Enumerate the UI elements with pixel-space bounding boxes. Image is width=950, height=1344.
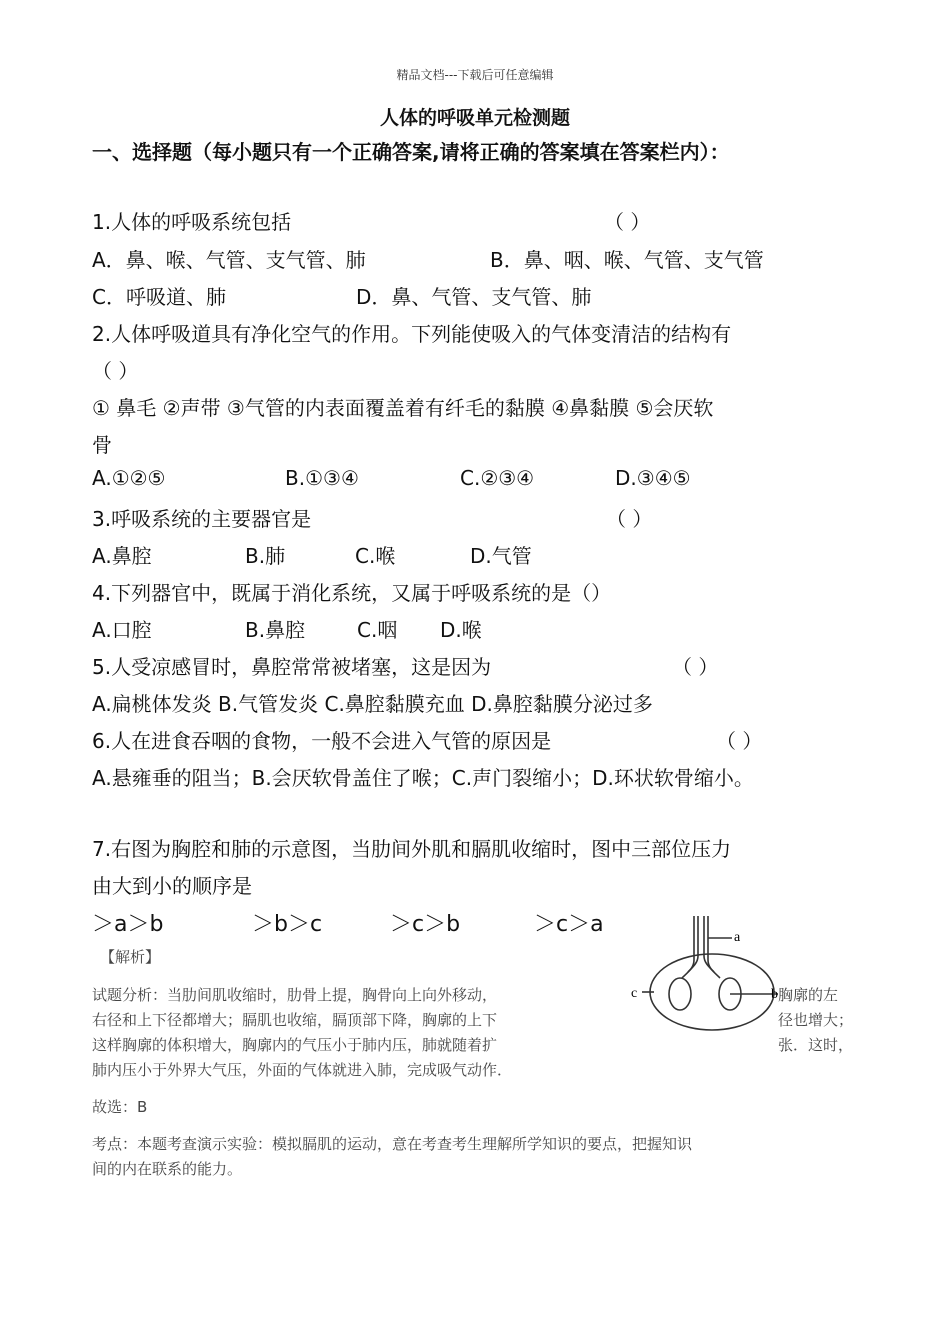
chest-lung-diagram	[628, 912, 788, 1040]
q5-options: A.扁桃体发炎 B.气管发炎 C.鼻腔黏膜充血 D.鼻腔黏膜分泌过多	[92, 692, 653, 716]
q1-option-b: B．鼻、咽、喉、气管、支气管	[490, 248, 764, 272]
q6-options: A.悬雍垂的阻当；B.会厌软骨盖住了喉；C.声门裂缩小；D.环状软骨缩小。	[92, 766, 754, 790]
q1-answer-paren: （ ）	[604, 210, 651, 234]
q3-option-d: D.气管	[470, 544, 532, 568]
q1-option-a: A．鼻、喉、气管、支气管、肺	[92, 248, 366, 272]
q7-stem-cont: 由大到小的顺序是	[92, 874, 252, 898]
label-a: a	[734, 930, 741, 945]
q3-answer-paren: （ ）	[606, 507, 653, 531]
q7-option-c: ＞c＞b	[390, 912, 461, 937]
q4-stem: 4.下列器官中，既属于消化系统，又属于呼吸系统的是（）	[92, 581, 612, 605]
q3-option-c: C.喉	[355, 544, 396, 568]
q4-option-d: D.喉	[440, 618, 482, 642]
q2-items-cont: 骨	[92, 433, 112, 457]
q5-answer-paren: （ ）	[672, 655, 719, 679]
q1-stem: 1.人体的呼吸系统包括	[92, 210, 292, 234]
page-header: 精品文档---下载后可任意编辑	[396, 68, 554, 82]
q2-items: ① 鼻毛 ②声带 ③气管的内表面覆盖着有纤毛的黏膜 ④鼻黏膜 ⑤会厌软	[92, 396, 714, 420]
answer-text: 故选：B	[92, 1098, 148, 1116]
analysis-line-2-right: 径也增大；	[778, 1011, 854, 1029]
q4-option-b: B.鼻腔	[245, 618, 306, 642]
q2-option-b: B.①③④	[285, 466, 359, 490]
q7-option-a: ＞a＞b	[92, 912, 164, 937]
analysis-line-3-right: 张．这时，	[778, 1036, 854, 1054]
analysis-heading: 【解析】	[100, 948, 161, 966]
analysis-line-1-right: 胸廓的左	[778, 986, 839, 1004]
label-c: c	[631, 986, 638, 1001]
analysis-line-3: 这样胸廓的体积增大，胸廓内的气压小于肺内压，肺就随着扩	[92, 1036, 498, 1054]
q2-answer-paren: （ ）	[92, 359, 139, 383]
page-title: 人体的呼吸单元检测题	[379, 107, 570, 129]
q6-stem: 6.人在进食吞咽的食物，一般不会进入气管的原因是	[92, 729, 552, 753]
q3-option-b: B.肺	[245, 544, 286, 568]
q7-option-d: ＞c＞a	[534, 912, 604, 937]
kaodian-line-2: 间的内在联系的能力。	[92, 1160, 243, 1178]
analysis-line-4: 肺内压小于外界大气压，外面的气体就进入肺，完成吸气动作．	[92, 1061, 513, 1079]
q3-stem: 3.呼吸系统的主要器官是	[92, 507, 312, 531]
q7-stem: 7.右图为胸腔和肺的示意图，当肋间外肌和膈肌收缩时，图中三部位压力	[92, 837, 732, 861]
q7-option-b: ＞b＞c	[252, 912, 323, 937]
q2-option-d: D.③④⑤	[615, 466, 691, 490]
q4-option-c: C.咽	[357, 618, 398, 642]
q5-stem: 5.人受凉感冒时，鼻腔常常被堵塞，这是因为	[92, 655, 492, 679]
q2-option-c: C.②③④	[460, 466, 535, 490]
kaodian-line-1: 考点：本题考查演示实验：模拟膈肌的运动，意在考查考生理解所学知识的要点，把握知识	[92, 1135, 693, 1153]
q2-option-a: A.①②⑤	[92, 466, 166, 490]
q2-stem: 2.人体呼吸道具有净化空气的作用。下列能使吸入的气体变清洁的结构有	[92, 322, 732, 346]
chest-cavity-outline	[642, 916, 778, 1030]
q1-option-d: D．鼻、气管、支气管、肺	[356, 285, 592, 309]
q1-option-c: C．呼吸道、肺	[92, 285, 226, 309]
label-b: b	[771, 987, 778, 1002]
q6-answer-paren: （ ）	[716, 729, 763, 753]
q4-option-a: A.口腔	[92, 618, 152, 642]
analysis-line-2: 右径和上下径都增大；膈肌也收缩，膈顶部下降，胸廓的上下	[92, 1011, 498, 1029]
section-heading: 一、选择题（每小题只有一个正确答案,请将正确的答案填在答案栏内）：	[92, 140, 730, 164]
analysis-line-1: 试题分析：当肋间肌收缩时，肋骨上提，胸骨向上向外移动，	[92, 986, 498, 1004]
q3-option-a: A.鼻腔	[92, 544, 152, 568]
